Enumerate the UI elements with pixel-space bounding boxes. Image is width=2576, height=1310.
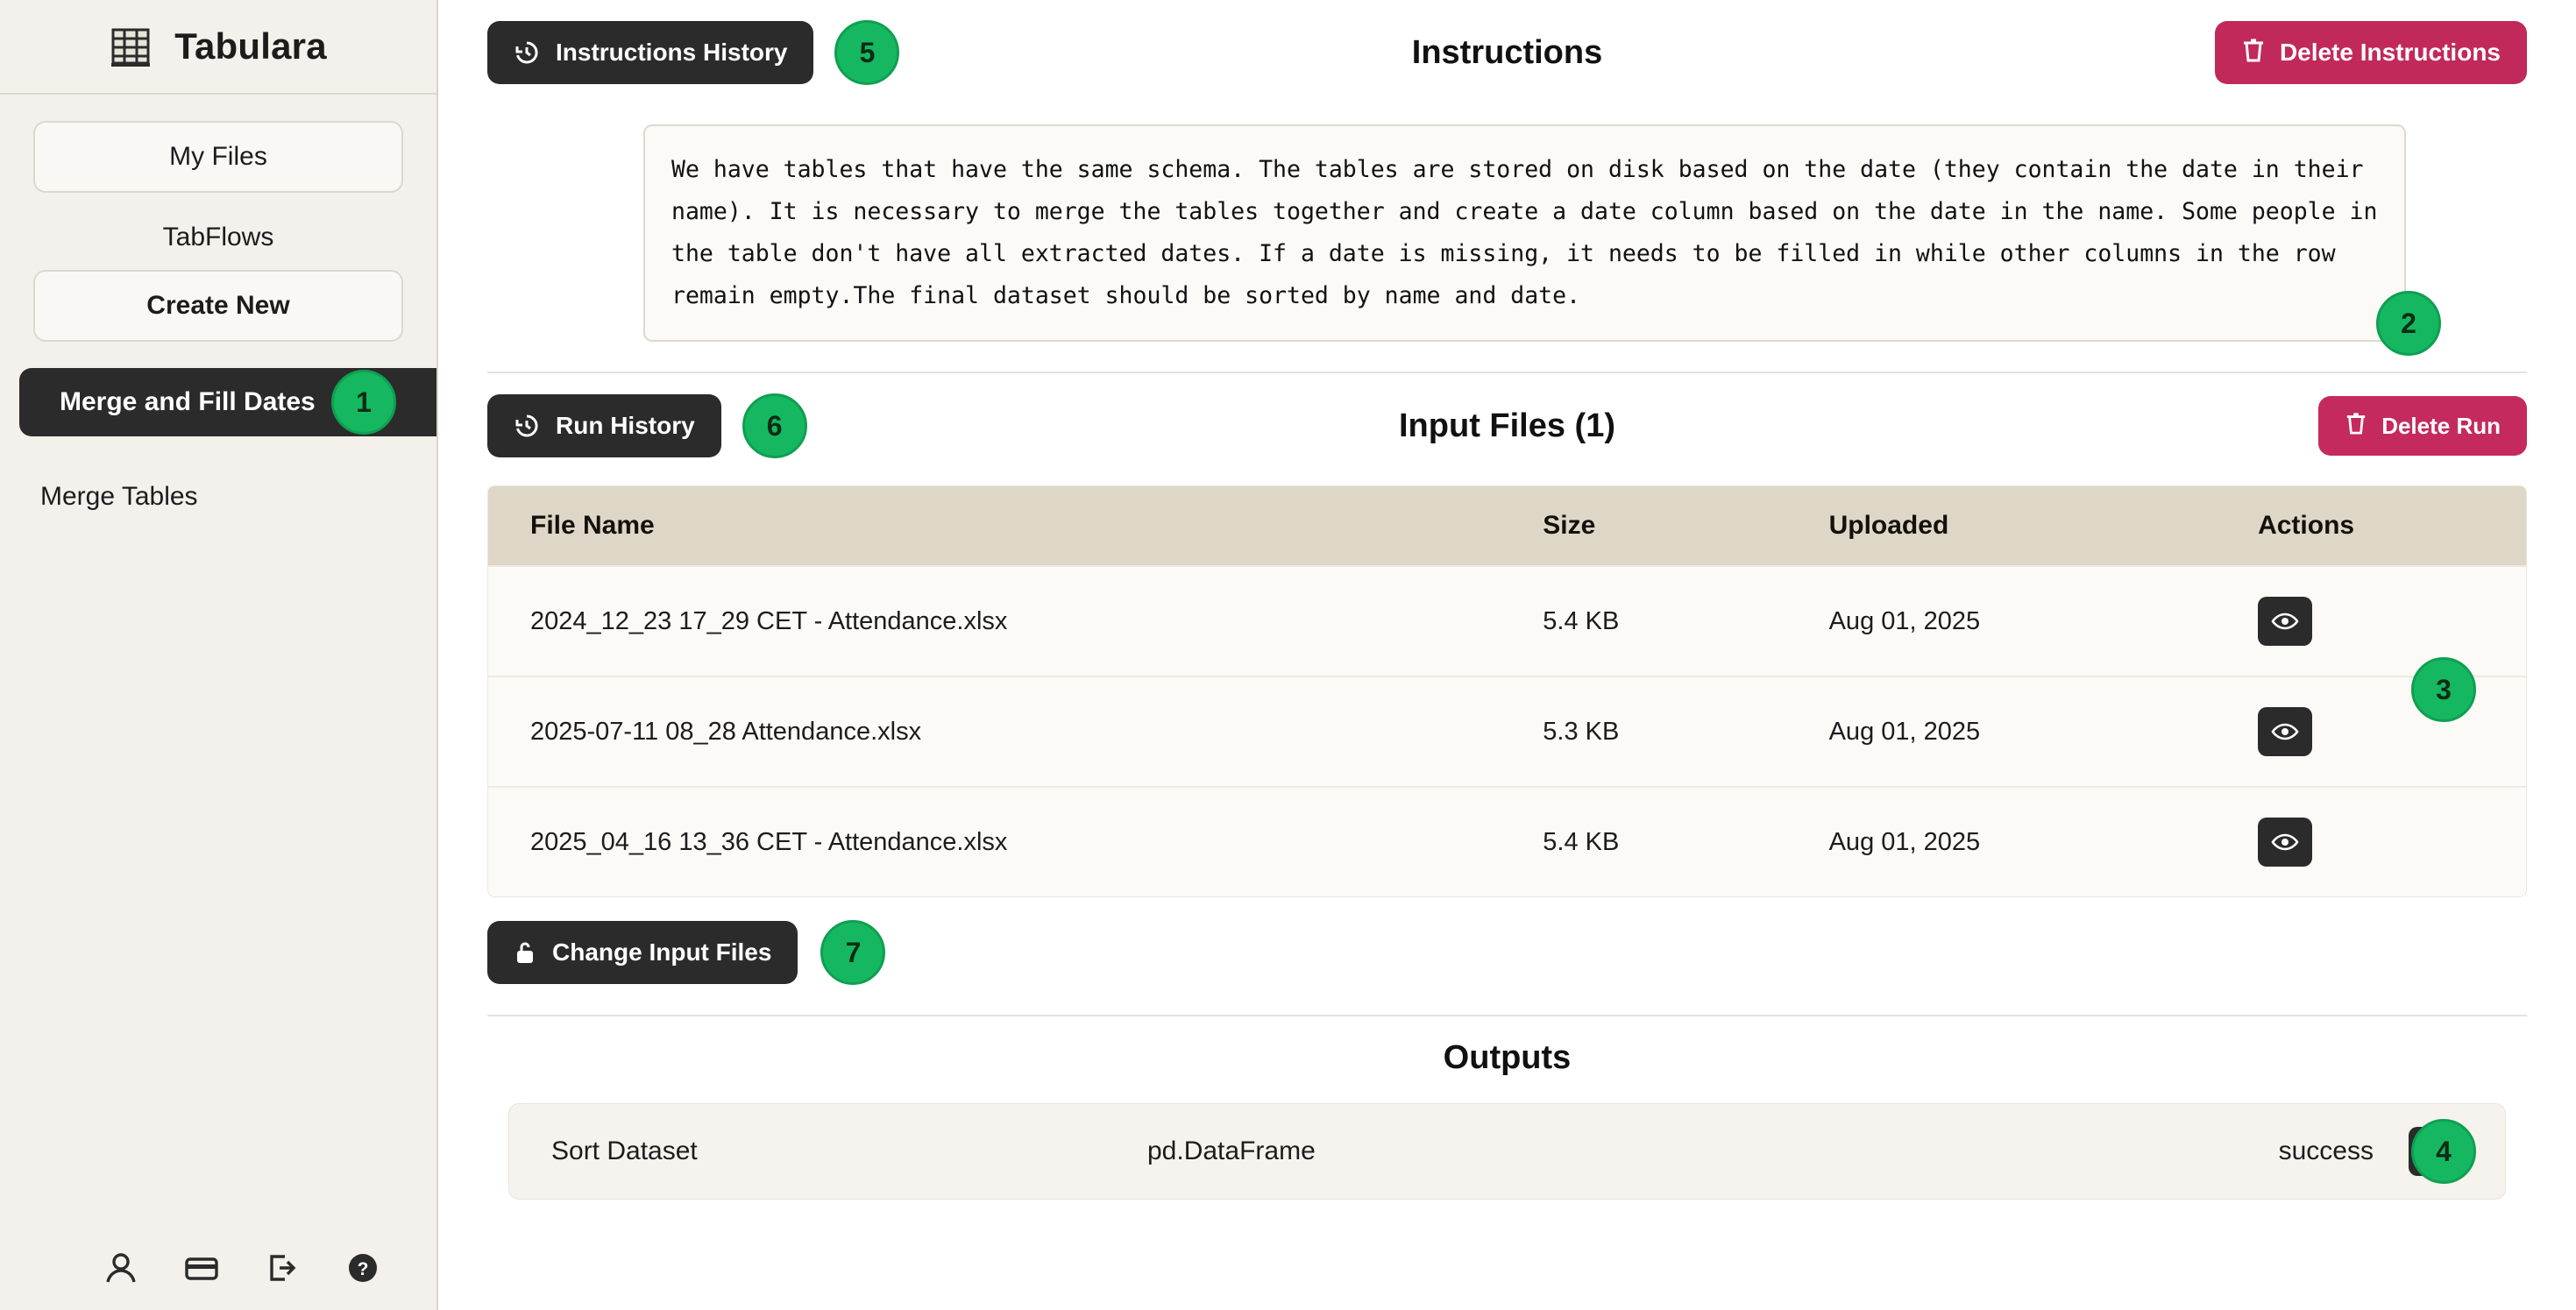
svg-text:?: ? [357, 1259, 369, 1279]
eye-icon[interactable] [2258, 818, 2312, 867]
table-row [488, 566, 2526, 676]
sidebar-section-tabflows: TabFlows [162, 223, 274, 251]
column-file-name: File Name [488, 486, 1543, 566]
annotation-badge-7: 7 [820, 920, 885, 985]
change-input-files-button[interactable] [487, 921, 798, 984]
annotation-badge-2: 2 [2376, 291, 2441, 356]
cell-actions [2258, 566, 2526, 676]
table-row [488, 676, 2526, 787]
eye-icon[interactable] [2258, 597, 2312, 646]
output-type: pd.DataFrame [1147, 1137, 1316, 1165]
cell-actions [2258, 676, 2526, 787]
outputs-title: Outputs [1443, 1039, 1572, 1076]
logout-icon[interactable] [265, 1250, 300, 1285]
table-row [488, 787, 2526, 896]
cell-size: 5.4 KB [1543, 566, 1828, 676]
instructions-history-label: Instructions History [556, 39, 788, 66]
sidebar-item-merge-tables[interactable] [0, 463, 436, 531]
input-files-table [487, 485, 2527, 897]
annotation-badge-6: 6 [742, 393, 807, 458]
instructions-toolbar [468, 0, 2546, 105]
annotation-badge-1: 1 [331, 370, 396, 435]
card-icon[interactable] [184, 1250, 219, 1285]
input-files-title: Input Files (1) [1399, 407, 1615, 444]
run-history-button[interactable] [487, 394, 721, 457]
instructions-history-button[interactable] [487, 21, 813, 84]
table-header-row [488, 486, 2526, 566]
flow-label: Merge and Fill Dates [60, 387, 316, 416]
annotation-badge-5: 5 [834, 20, 899, 85]
sidebar [0, 0, 438, 1310]
input-files-toolbar [468, 373, 2546, 478]
delete-instructions-label: Delete Instructions [2279, 39, 2501, 66]
delete-run-button[interactable] [2318, 396, 2527, 456]
create-new-button[interactable] [33, 270, 403, 342]
help-icon[interactable] [345, 1250, 380, 1285]
cell-size: 5.4 KB [1543, 787, 1828, 896]
column-size: Size [1543, 486, 1828, 566]
trash-icon [2241, 37, 2266, 69]
history-icon [514, 413, 540, 439]
change-input-files-row [487, 920, 2527, 985]
sidebar-item-my-files[interactable] [33, 121, 403, 193]
user-icon[interactable] [103, 1250, 138, 1285]
delete-run-label: Delete Run [2381, 412, 2501, 439]
column-uploaded: Uploaded [1829, 486, 2258, 566]
cell-uploaded: Aug 01, 2025 [1829, 566, 2258, 676]
history-icon [514, 39, 540, 66]
main-content [438, 0, 2576, 1310]
annotation-badge-4: 4 [2411, 1119, 2476, 1184]
create-new-label: Create New [146, 291, 290, 320]
eye-icon[interactable] [2258, 707, 2312, 756]
cell-size: 5.3 KB [1543, 676, 1828, 787]
brand [0, 0, 436, 95]
output-name: Sort Dataset [551, 1137, 698, 1165]
flow-label: Merge Tables [40, 482, 198, 511]
brand-title: Tabulara [174, 25, 327, 67]
annotation-badge-3: 3 [2411, 657, 2476, 722]
my-files-label: My Files [169, 142, 267, 171]
unlock-icon [514, 939, 536, 966]
change-input-files-label: Change Input Files [552, 938, 772, 966]
page-title: Instructions [1411, 33, 1603, 71]
cell-uploaded: Aug 01, 2025 [1829, 676, 2258, 787]
column-actions: Actions [2258, 486, 2526, 566]
run-history-label: Run History [556, 412, 695, 439]
divider-outputs [487, 1015, 2527, 1016]
instructions-text[interactable]: We have tables that have the same schema. The tables are stored on disk based on the date (they contain the date in their name). It is necessary to merge the tables together and create a date column based on the date in the name. Some people in the table don't have all extracted dates. If a date is missing, it needs to be filled in while other columns in the row remain empty.The final dataset should be sorted by name and date. [643, 124, 2406, 342]
cell-file-name: 2024_12_23 17_29 CET - Attendance.xlsx [488, 566, 1543, 676]
sidebar-footer [0, 1250, 436, 1285]
cell-uploaded: Aug 01, 2025 [1829, 787, 2258, 896]
cell-file-name: 2025_04_16 13_36 CET - Attendance.xlsx [488, 787, 1543, 896]
cell-actions [2258, 787, 2526, 896]
spreadsheet-icon [110, 25, 152, 68]
output-status: success [2278, 1137, 2374, 1165]
output-row[interactable] [508, 1103, 2506, 1200]
trash-icon [2345, 411, 2367, 442]
cell-file-name: 2025-07-11 08_28 Attendance.xlsx [488, 676, 1543, 787]
delete-instructions-button[interactable] [2215, 21, 2527, 84]
